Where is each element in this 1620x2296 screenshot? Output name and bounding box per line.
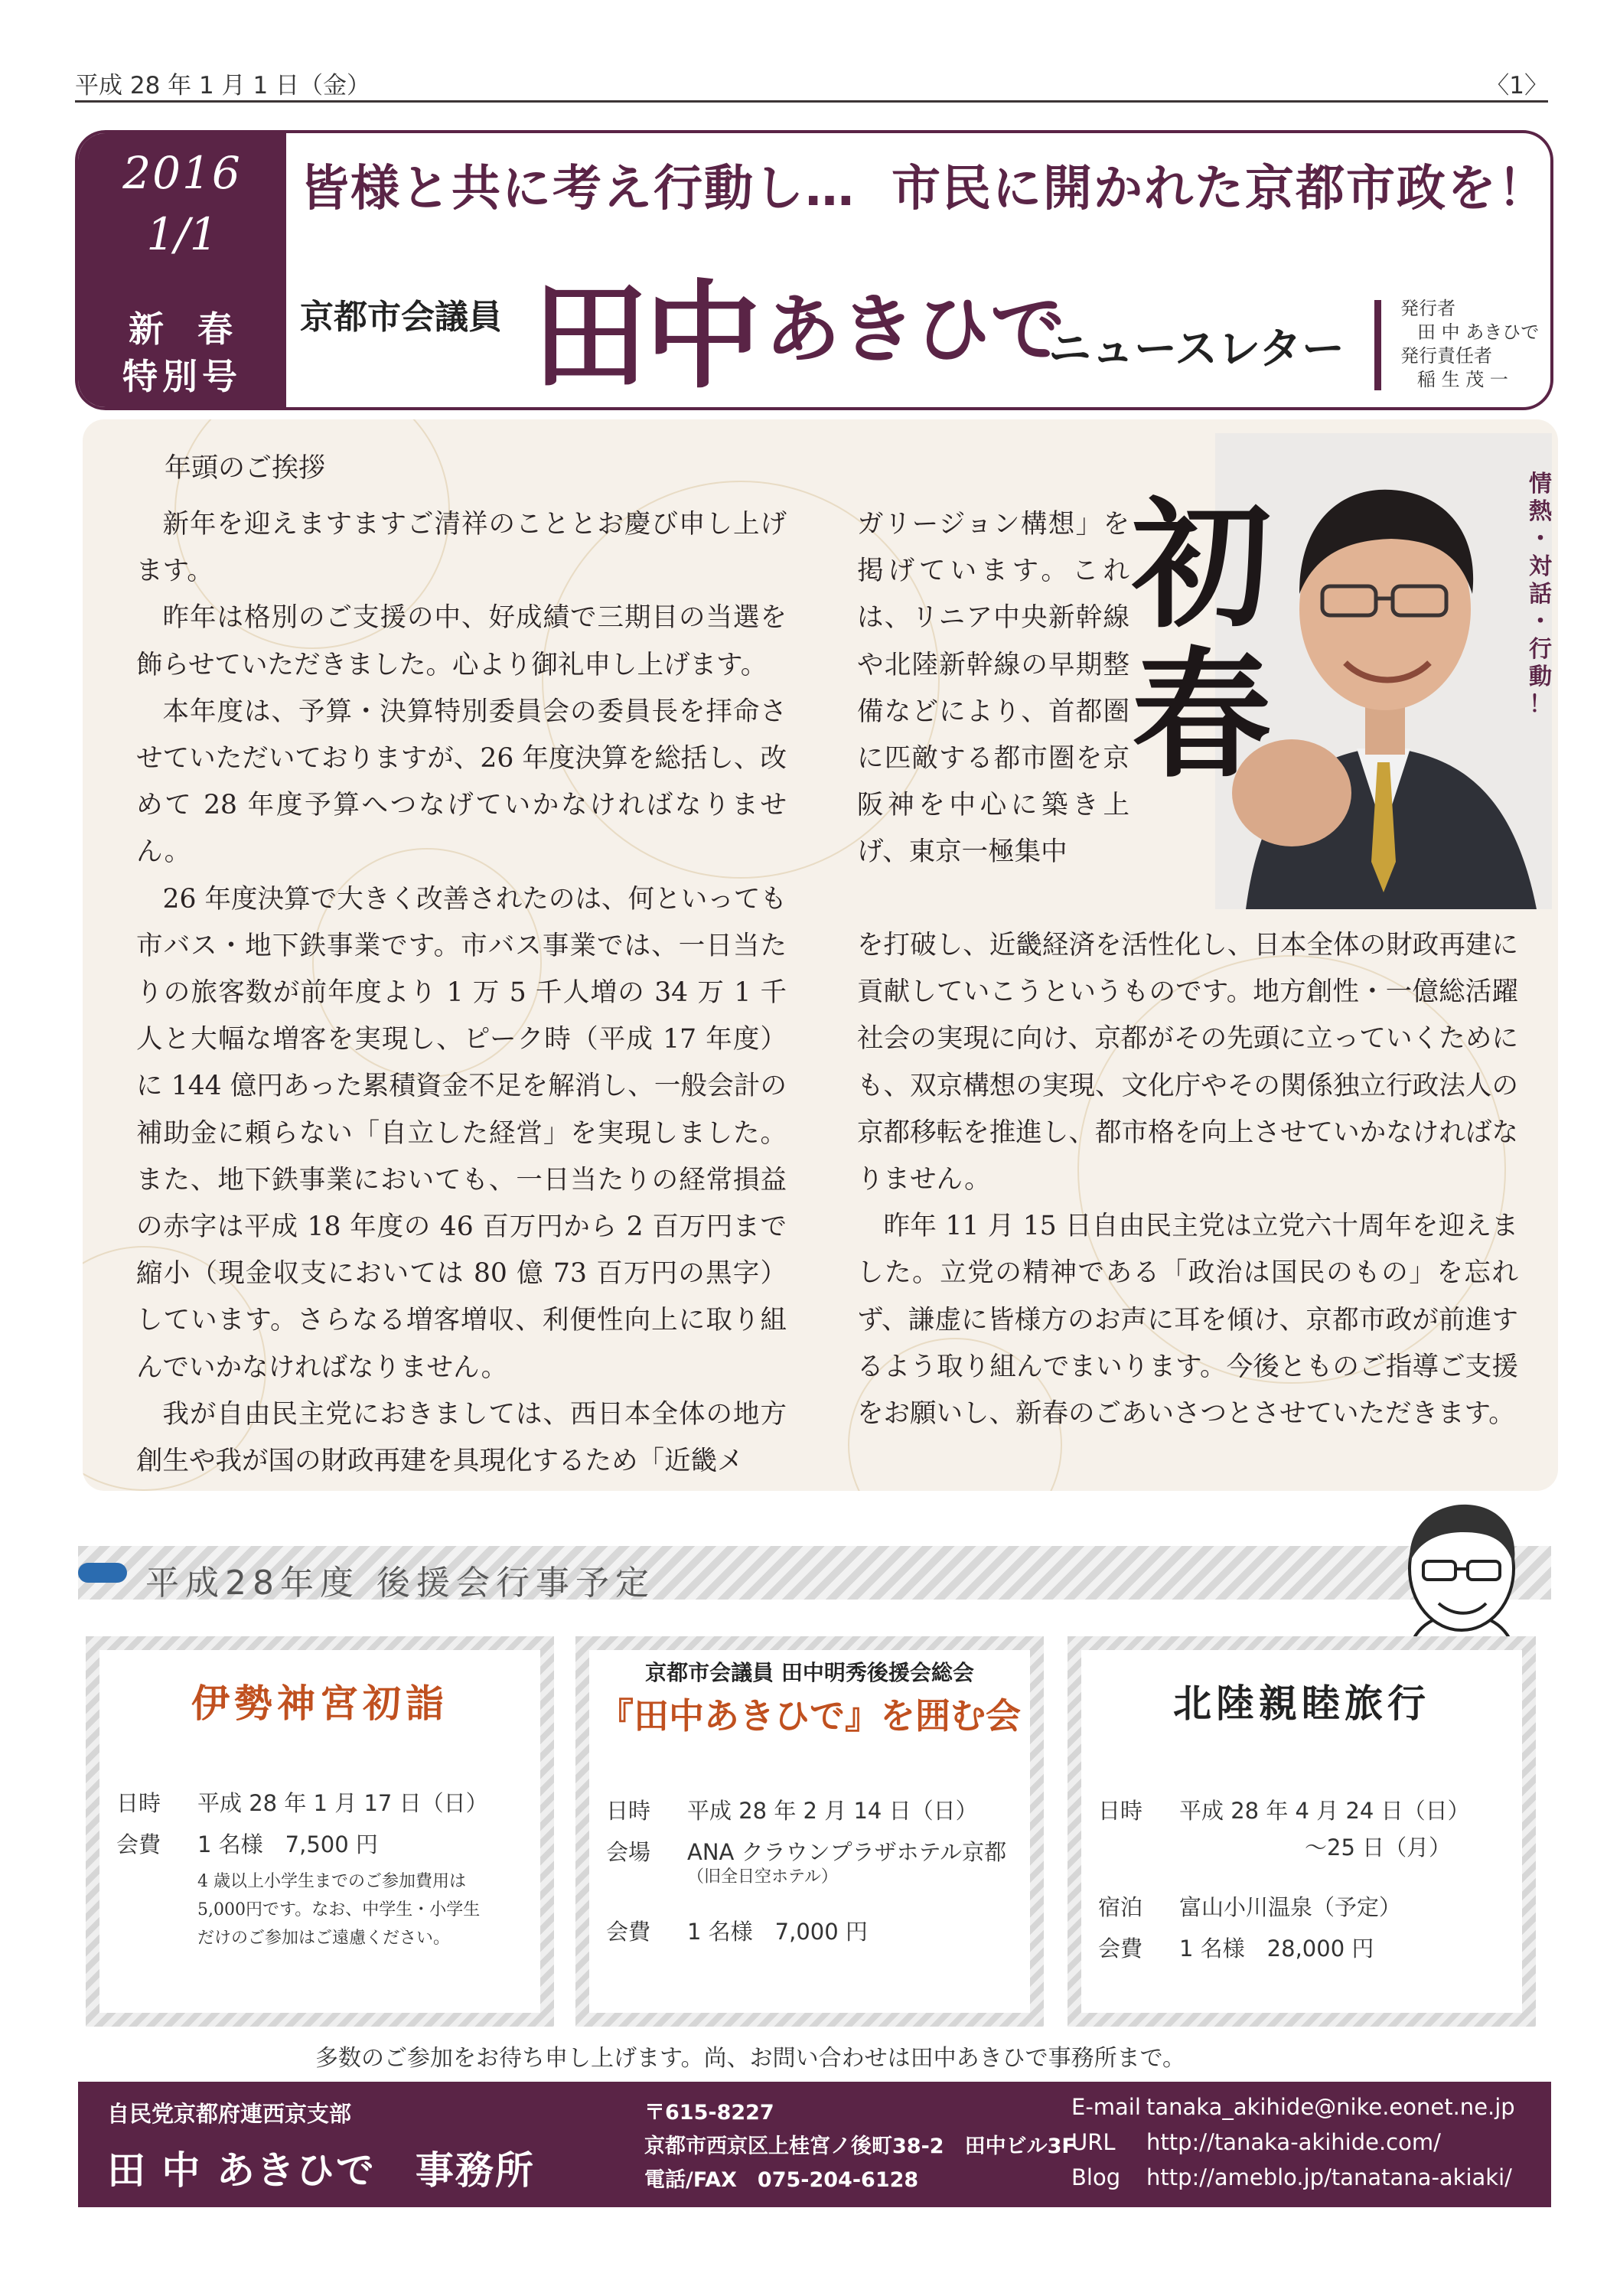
motto-char: 情 bbox=[1529, 471, 1552, 497]
article-paragraph: 昨年 11 月 15 日自由民主党は立党六十周年を迎えました。立党の精神である「政治は国民のもの」を忘れず、謙虚に皆様方のお声に耳を傾け、京都市政が前進するよう取り組んでまいります。今後とものご指導ご支援をお願いし、新春のごあいさつとさせていただきます。 bbox=[857, 1211, 1518, 1430]
special-label-1: 新春 bbox=[129, 308, 266, 350]
event-row-key: 会費 bbox=[606, 1919, 651, 1945]
event-row bbox=[1098, 1932, 1374, 1963]
motto-char: ・ bbox=[1529, 526, 1552, 553]
event-row bbox=[1098, 1831, 1451, 1862]
schedule-title: 平成28年度 後援会行事予定 bbox=[145, 1564, 655, 1600]
event-row bbox=[1098, 1890, 1401, 1922]
article-paragraph: 我が自由民主党におきましては、西日本全体の地方創生や我が国の財政再建を具現化するため「近畿メ bbox=[136, 1398, 787, 1477]
event-card-ise bbox=[86, 1636, 554, 2027]
title-name: 田中 bbox=[532, 267, 758, 404]
calligraphy-char: 春 bbox=[1132, 633, 1271, 797]
motto-char: ！ bbox=[1529, 691, 1552, 718]
article-paragraph: 新年を迎えますますご清祥のこととお慶び申し上げます。 bbox=[136, 509, 787, 587]
calligraphy-char: 初 bbox=[1132, 483, 1271, 647]
contact-key: E-mail bbox=[1071, 2094, 1141, 2120]
motto-char: ・ bbox=[1529, 608, 1552, 635]
event-title: 『田中あきひで』を囲む会 bbox=[598, 1695, 1021, 1737]
motto-char: 熱 bbox=[1529, 498, 1552, 525]
footer-contact-blog bbox=[1071, 2164, 1512, 2190]
calligraphy-shoshun bbox=[1121, 483, 1282, 797]
blog-link[interactable]: http://ameblo.jp/tanatana-akiaki/ bbox=[1146, 2164, 1512, 2190]
article-paragraph: ガリージョン構想」を掲げています。これは、リニア中央新幹線や北陸新幹線の早期整備などにより、首都圏に匹敵する都市圏を京阪神を中心に築き上げ、東京一極集中 bbox=[857, 509, 1129, 868]
event-row-value: 平成 28 年 2 月 14 日（日） bbox=[687, 1798, 978, 1824]
caricature-icon bbox=[1377, 1492, 1546, 1661]
event-row-value: 1 名様 7,500 円 bbox=[197, 1831, 378, 1857]
event-row-key: 日時 bbox=[606, 1798, 651, 1824]
contact-key: Blog bbox=[1071, 2164, 1121, 2190]
article-paragraph: を打破し、近畿経済を活性化し、日本全体の財政再建に貢献していこうというものです。地方創性・一億総活躍社会の実現に向け、京都がその先頭に立っていくためにも、双京構想の実現、文化庁やその関係独立行政法人の京都移転を推進し、都市格を向上させていかなければなりません。 bbox=[857, 930, 1518, 1195]
event-row-value: 平成 28 年 4 月 24 日（日） bbox=[1179, 1798, 1470, 1824]
slogan-right: 市民に開かれた京都市政を！ bbox=[891, 161, 1548, 217]
issue-badge bbox=[78, 133, 286, 407]
motto-vertical bbox=[1523, 471, 1558, 719]
event-card-hokuriku bbox=[1068, 1636, 1536, 2027]
motto-char: 対 bbox=[1529, 553, 1552, 580]
event-title: 北陸親睦旅行 bbox=[1173, 1681, 1430, 1726]
title-newsletter: ニュースレター bbox=[1048, 325, 1345, 374]
motto-char: 話 bbox=[1529, 581, 1552, 608]
event-row bbox=[606, 1835, 1006, 1867]
header-pill-icon bbox=[78, 1563, 127, 1583]
event-row-key: 会費 bbox=[116, 1831, 161, 1857]
article-column-right-top bbox=[857, 501, 1129, 876]
footer-bar bbox=[78, 2082, 1551, 2207]
publisher-label: 発行者 bbox=[1400, 298, 1455, 319]
event-row-value: 1 名様 28,000 円 bbox=[1179, 1936, 1374, 1962]
event-row-key: 会費 bbox=[1098, 1936, 1143, 1962]
event-row-value: 1 名様 7,000 円 bbox=[687, 1919, 868, 1945]
slogan-left: 皆様と共に考え行動し… bbox=[300, 161, 856, 217]
event-row-key: 日時 bbox=[116, 1790, 161, 1816]
email-link[interactable]: tanaka_akihide@nike.eonet.ne.jp bbox=[1146, 2094, 1515, 2120]
motto-char: 動 bbox=[1529, 664, 1552, 690]
footer-postal: 〒615-8227 bbox=[644, 2101, 774, 2125]
date-line bbox=[75, 64, 1548, 103]
event-row bbox=[116, 1828, 378, 1859]
article-paragraph: 昨年は格別のご支援の中、好成績で三期目の当選を飾らせていただきました。心より御礼申し上げます。 bbox=[136, 602, 787, 680]
event-note: 4 歳以上小学生までのご参加費用は5,000円です。なお、中学生・小学生だけのご参加はご遠慮ください。 bbox=[197, 1872, 481, 1948]
event-row bbox=[606, 1794, 978, 1825]
schedule-header bbox=[78, 1546, 1551, 1600]
event-card-general-meeting bbox=[575, 1636, 1044, 2027]
event-row-value: ANA クラウンプラザホテル京都 bbox=[687, 1839, 1007, 1865]
article-column-right-bottom bbox=[857, 922, 1518, 1437]
event-row-value: 平成 28 年 1 月 17 日（日） bbox=[197, 1790, 488, 1816]
title-kana: あきひで bbox=[765, 285, 1066, 373]
page-number: 〈1〉 bbox=[1485, 72, 1548, 99]
event-subtitle: 京都市会議員 田中明秀後援会総会 bbox=[645, 1660, 974, 1685]
publisher-info bbox=[1400, 297, 1539, 392]
article-column-left bbox=[136, 501, 787, 1485]
invitation-note: 多数のご参加をお待ち申し上げます。尚、お問い合わせは田中あきひで事務所まで。 bbox=[315, 2045, 1185, 2072]
special-label-2: 特別号 bbox=[122, 356, 242, 397]
website-link[interactable]: http://tanaka-akihide.com/ bbox=[1146, 2129, 1441, 2155]
issue-monthday: 1/1 bbox=[146, 208, 218, 260]
event-note: （旧全日空ホテル） bbox=[687, 1867, 838, 1887]
event-title: 伊勢神宮初詣 bbox=[191, 1681, 448, 1726]
article-paragraph: 26 年度決算で大きく改善されたのは、何といっても市バス・地下鉄事業です。市バス事業では、一日当たりの旅客数が前年度より 1 万 5 千人増の 34 万 1 千人と大幅な増客を実現し、ピーク時（平成 17 年度）に 144 億円あった累積資金不足を解消し、一般会計の補助金に頼らない「自立した経営」を実現しました。また、地下鉄事業においても、一日当たりの経常損益の赤字は平成 18 年度の 46 百万円から 2 百万円まで縮小（現金収支においては 80 億 73 百万円の黒字）しています。さらなる増客増収、利便性向上に取り組んでいかなければなりません。 bbox=[136, 883, 787, 1383]
publisher-divider bbox=[1374, 300, 1381, 390]
event-row-key: 会場 bbox=[606, 1839, 651, 1865]
publisher-name: 田 中 あきひで bbox=[1417, 321, 1540, 343]
motto-char: 行 bbox=[1529, 636, 1552, 663]
event-row bbox=[116, 1786, 488, 1818]
event-row bbox=[1098, 1794, 1470, 1825]
title-prefix: 京都市会議員 bbox=[300, 298, 502, 337]
article-paragraph: 本年度は、予算・決算特別委員会の委員長を拝命させていただいておりますが、26 年度決算を総括し、改めて 28 年度予算へつなげていかなければなりません。 bbox=[136, 696, 787, 868]
footer-contact-email bbox=[1071, 2094, 1515, 2120]
footer-affiliation: 自民党京都府連西京支部 bbox=[107, 2101, 352, 2127]
event-row-key: 日時 bbox=[1098, 1798, 1143, 1824]
footer-office: 田 中 あきひで 事務所 bbox=[107, 2148, 535, 2193]
editor-label: 発行責任者 bbox=[1400, 345, 1492, 367]
event-row-value: 〜25 日（月） bbox=[1305, 1835, 1452, 1861]
article-heading: 年頭のご挨拶 bbox=[165, 453, 326, 484]
footer-phone: 電話/FAX 075-204-6128 bbox=[644, 2168, 919, 2192]
issue-year: 2016 bbox=[122, 147, 242, 199]
event-row bbox=[606, 1915, 868, 1946]
issue-date: 平成 28 年 1 月 1 日（金） bbox=[75, 72, 371, 99]
footer-contact-url bbox=[1071, 2129, 1441, 2155]
footer-address: 京都市西京区上桂宮ノ後町38-2 田中ビル3F bbox=[644, 2135, 1076, 2158]
caricature-drawing bbox=[1377, 1492, 1546, 1661]
event-row-key: 宿泊 bbox=[1098, 1894, 1143, 1920]
event-row-value: 富山小川温泉（予定） bbox=[1179, 1894, 1402, 1920]
contact-key: URL bbox=[1071, 2129, 1116, 2155]
editor-name: 稲 生 茂 一 bbox=[1417, 369, 1508, 390]
